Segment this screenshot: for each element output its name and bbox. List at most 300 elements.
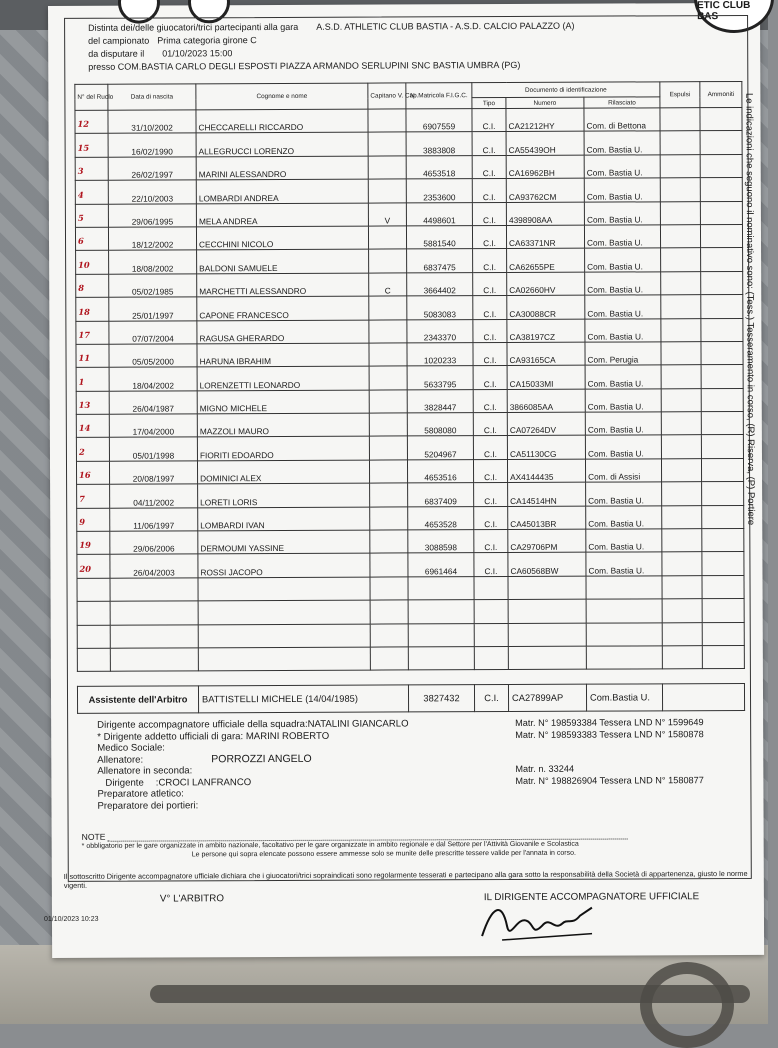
player-espulsi — [661, 435, 701, 459]
club-logo-text: ETIC CLUB BAS — [696, 0, 751, 23]
player-matricola: 2343370 — [407, 319, 473, 343]
player-ruolo: 19 — [77, 531, 110, 555]
player-ammoniti — [701, 248, 743, 272]
player-captain — [368, 109, 406, 133]
player-captain — [368, 132, 406, 156]
player-matricola: 5633795 — [407, 366, 473, 390]
player-doc-number: CA45013BR — [508, 506, 586, 530]
empty-cell — [110, 648, 198, 672]
col-documento: Documento di identificazione — [472, 82, 660, 98]
player-ruolo: 6 — [75, 227, 108, 251]
assistant-name: BATTISTELLI MICHELE (14/04/1985) — [198, 685, 408, 713]
player-row — [77, 552, 744, 578]
player-doc-number: CA55439OH — [506, 132, 584, 156]
player-doc-issuer: Com. Bastia U. — [584, 155, 660, 179]
player-espulsi — [660, 225, 700, 249]
empty-cell — [702, 622, 744, 646]
empty-cell — [586, 622, 662, 646]
player-ammoniti — [701, 458, 743, 482]
player-row — [77, 505, 744, 531]
player-dob: 04/11/2002 — [110, 484, 198, 508]
player-captain — [369, 319, 407, 343]
player-doc-number: CA16962BH — [506, 155, 584, 179]
player-doc-type: C.I. — [472, 155, 506, 179]
empty-cell — [508, 599, 586, 623]
player-dob: 29/06/1995 — [108, 203, 196, 227]
empty-cell — [702, 575, 744, 599]
player-ammoniti — [700, 201, 742, 225]
player-doc-type: C.I. — [474, 530, 508, 554]
empty-cell — [77, 601, 110, 625]
player-name: LORETI LORIS — [198, 483, 370, 507]
player-ammoniti — [700, 107, 742, 131]
player-matricola: 5881540 — [406, 226, 472, 250]
player-doc-issuer: Com. Bastia U. — [586, 505, 662, 529]
signature-dirigente-label: IL DIRIGENTE ACCOMPAGNATORE UFFICIALE — [483, 891, 700, 904]
player-matricola: 3828447 — [407, 389, 473, 413]
player-name: CECCHINI NICOLO — [196, 226, 368, 250]
player-espulsi — [660, 131, 700, 155]
empty-cell — [370, 647, 408, 671]
player-name: LOMBARDI ANDREA — [196, 179, 368, 203]
player-row — [76, 295, 743, 321]
player-doc-issuer: Com. Bastia U. — [586, 529, 662, 553]
player-ruolo: 13 — [76, 391, 109, 415]
player-doc-issuer: Com. Bastia U. — [585, 412, 661, 436]
player-dob: 17/04/2000 — [109, 414, 197, 438]
empty-cell — [198, 624, 370, 648]
player-espulsi — [661, 271, 701, 295]
players-table — [74, 81, 745, 672]
player-espulsi — [660, 108, 700, 132]
player-ammoniti — [701, 365, 743, 389]
empty-row — [77, 575, 744, 601]
player-ruolo: 3 — [75, 157, 108, 181]
player-row — [75, 201, 742, 227]
player-captain — [370, 530, 408, 554]
player-matricola: 4653516 — [407, 460, 473, 484]
player-ammoniti — [701, 295, 743, 319]
player-ammoniti — [701, 388, 743, 412]
staff-section — [97, 717, 747, 812]
player-row — [76, 458, 743, 484]
player-dob: 26/02/1997 — [108, 157, 196, 181]
player-ammoniti — [700, 154, 742, 178]
player-ammoniti — [700, 178, 742, 202]
player-dob: 18/08/2002 — [109, 250, 197, 274]
player-row — [76, 412, 743, 438]
player-matricola: 3883808 — [406, 132, 472, 156]
player-row — [77, 529, 744, 555]
team-sheet — [43, 0, 764, 958]
player-ruolo: 18 — [76, 297, 109, 321]
player-captain — [370, 507, 408, 531]
col-nascita: Data di nascita — [108, 84, 196, 110]
player-doc-type: C.I. — [473, 366, 507, 390]
assistant-label: Assistente dell'Arbitro — [77, 686, 198, 714]
label-data: da disputare il — [88, 48, 145, 59]
note-line1: * obbligatorio per le gare organizzate in ambito nazionale, facoltativo per le gare organizzate in ambito regionale e dal Settore per l'Attività Giovanile e Scolastica — [81, 840, 579, 850]
print-timestamp: 01/10/2023 10:23 — [43, 915, 99, 924]
player-captain — [369, 343, 407, 367]
empty-cell — [408, 647, 474, 671]
player-doc-number: CA93165CA — [507, 342, 585, 366]
match-title: A.S.D. ATHLETIC CLUB BASTIA - A.S.D. CALCIO PALAZZO (A) — [316, 20, 575, 32]
player-captain — [369, 390, 407, 414]
player-dob: 05/05/2000 — [109, 344, 197, 368]
player-doc-type: C.I. — [473, 296, 507, 320]
empty-cell — [77, 648, 110, 672]
empty-cell — [474, 600, 508, 624]
empty-cell — [408, 623, 474, 647]
player-name: MAZZOLI MAURO — [197, 413, 369, 437]
empty-cell — [110, 578, 198, 602]
col-ruolo: N° del Ruolo — [75, 84, 108, 110]
player-doc-type: C.I. — [474, 553, 508, 577]
player-name: ROSSI JACOPO — [198, 554, 370, 578]
empty-cell — [474, 576, 508, 600]
player-ammoniti — [701, 435, 743, 459]
player-dob: 11/06/1997 — [110, 507, 198, 531]
player-espulsi — [662, 482, 702, 506]
assistant-doc-issuer: Com.Bastia U. — [586, 684, 662, 711]
assistant-doc-number: CA27899AP — [508, 684, 586, 711]
player-row — [76, 248, 743, 274]
col-tipo: Tipo — [472, 98, 506, 109]
player-ammoniti — [702, 529, 744, 553]
player-doc-number: CA93762CM — [506, 178, 584, 202]
player-name: MARINI ALESSANDRO — [196, 156, 368, 180]
label-campionato: del campionato — [88, 35, 150, 46]
player-doc-number: CA30088CR — [507, 295, 585, 319]
preparatore-portieri: Preparatore dei portieri: — [97, 799, 199, 812]
player-matricola: 3664402 — [407, 272, 473, 296]
player-captain — [370, 483, 408, 507]
empty-row — [77, 645, 744, 671]
match-venue: presso COM.BASTIA CARLO DEGLI ESPOSTI PIAZZA ARMANDO SERLUPINI SNC BASTIA UMBRA (PG) — [88, 59, 521, 72]
player-espulsi — [662, 505, 702, 529]
empty-cell — [702, 645, 744, 669]
player-dob: 16/02/1990 — [108, 133, 196, 157]
player-doc-number: CA63371NR — [506, 225, 584, 249]
player-ruolo: 9 — [77, 508, 110, 532]
empty-cell — [662, 575, 702, 599]
player-name: DERMOUMI YASSINE — [198, 530, 370, 554]
player-matricola: 6907559 — [406, 109, 472, 133]
player-ammoniti — [701, 412, 743, 436]
player-doc-issuer: Com. Bastia U. — [585, 272, 661, 296]
empty-cell — [586, 576, 662, 600]
player-row — [77, 482, 744, 508]
player-espulsi — [662, 552, 702, 576]
empty-row — [77, 622, 744, 648]
footer-declaration: Il sottoscritto Dirigente accompagnatore ufficiale dichiara che i giuocatori/trici sopraindicati sono regolarmente tesserati e partecipano alla gara sotto la responsabilità della Società di appartenenza, giusto le norme vigenti. — [63, 868, 748, 890]
player-captain — [370, 553, 408, 577]
player-name: BALDONI SAMUELE — [197, 249, 369, 273]
empty-cell — [474, 646, 508, 670]
empty-cell — [408, 576, 474, 600]
player-captain: V — [368, 203, 406, 227]
empty-cell — [110, 624, 198, 648]
player-ruolo: 2 — [76, 438, 109, 462]
player-espulsi — [661, 459, 701, 483]
player-dob: 26/04/1987 — [109, 391, 197, 415]
col-rilasciato: Rilasciato — [584, 97, 660, 108]
player-doc-number: CA29706PM — [508, 529, 586, 553]
player-doc-type: C.I. — [474, 506, 508, 530]
empty-cell — [77, 578, 110, 602]
player-matricola: 4653528 — [408, 506, 474, 530]
player-captain — [368, 179, 406, 203]
player-captain — [369, 366, 407, 390]
player-ruolo: 4 — [75, 180, 108, 204]
player-captain — [368, 156, 406, 180]
player-captain — [369, 296, 407, 320]
empty-cell — [508, 576, 586, 600]
player-ammoniti — [700, 131, 742, 155]
empty-cell — [662, 599, 702, 623]
player-name: MARCHETTI ALESSANDRO — [197, 273, 369, 297]
player-row — [76, 341, 743, 367]
player-matricola: 1020233 — [407, 343, 473, 367]
player-dob: 05/02/1985 — [109, 274, 197, 298]
col-espulsi: Espulsi — [660, 82, 700, 108]
player-dob: 20/08/1997 — [109, 461, 197, 485]
empty-cell — [408, 600, 474, 624]
player-ammoniti — [701, 271, 743, 295]
empty-cell — [77, 625, 110, 649]
player-matricola: 4498601 — [406, 202, 472, 226]
player-doc-issuer: Com. Perugia — [585, 342, 661, 366]
player-doc-number: CA60568BW — [508, 553, 586, 577]
player-row — [75, 107, 742, 133]
player-doc-type: C.I. — [472, 202, 506, 226]
player-doc-type: C.I. — [473, 459, 507, 483]
player-row — [76, 271, 743, 297]
player-ammoniti — [701, 318, 743, 342]
dirigente-name: :CROCI LANFRANCO — [155, 776, 252, 789]
player-doc-type: C.I. — [473, 319, 507, 343]
assistant-empty — [662, 683, 744, 710]
empty-cell — [370, 600, 408, 624]
player-doc-type: C.I. — [472, 225, 506, 249]
player-ruolo: 1 — [76, 368, 109, 392]
player-doc-number: CA21212HY — [506, 108, 584, 132]
player-row — [76, 435, 743, 461]
player-captain — [368, 226, 406, 250]
player-ruolo: 20 — [77, 555, 110, 579]
player-ammoniti — [701, 341, 743, 365]
player-dob: 18/04/2002 — [109, 367, 197, 391]
player-ruolo: 11 — [76, 344, 109, 368]
empty-cell — [702, 599, 744, 623]
side-note: Le indicazioni che seguono il nominativo sono: (Tess.) Tesseramento in corso, (R) Riserva, (P) Portiere — [743, 92, 757, 526]
player-doc-issuer: Com. Bastia U. — [585, 365, 661, 389]
player-dob: 26/04/2003 — [110, 554, 198, 578]
col-capitano: Capitano V. Cap. — [368, 83, 406, 109]
player-doc-type: C.I. — [474, 483, 508, 507]
player-dob: 22/10/2003 — [108, 180, 196, 204]
player-doc-type: C.I. — [473, 342, 507, 366]
empty-cell — [198, 577, 370, 601]
player-doc-issuer: Com. Bastia U. — [585, 295, 661, 319]
player-name: ALLEGRUCCI LORENZO — [196, 132, 368, 156]
player-doc-type: C.I. — [473, 272, 507, 296]
player-espulsi — [661, 342, 701, 366]
dirigente-accompagnatore: Dirigente accompagnatore ufficiale della squadra:NATALINI GIANCARLO — [97, 718, 409, 731]
allenatore-matr: Matr. n. 33244 — [515, 763, 575, 774]
player-name: MIGNO MICHELE — [197, 390, 369, 414]
note-line2: Le persone qui sopra elencate possono essere ammesse solo se munite delle prescritte tessere valide per l'annata in corso. — [191, 849, 576, 859]
player-name: FIORITI EDOARDO — [197, 437, 369, 461]
player-ruolo: 8 — [76, 274, 109, 298]
player-matricola: 2353600 — [406, 179, 472, 203]
player-name: LORENZETTI LEONARDO — [197, 366, 369, 390]
assistant-doc-type: C.I. — [474, 684, 508, 711]
player-name: RAGUSA GHERARDO — [197, 320, 369, 344]
player-doc-number: CA51130CG — [507, 436, 585, 460]
empty-cell — [508, 646, 586, 670]
player-dob: 07/07/2004 — [109, 320, 197, 344]
player-doc-number: CA38197CZ — [507, 319, 585, 343]
players-body — [75, 107, 744, 671]
player-ruolo: 7 — [77, 484, 110, 508]
player-doc-issuer: Com. Bastia U. — [585, 248, 661, 272]
empty-cell — [662, 646, 702, 670]
col-matricola: N. Matricola F.I.G.C. — [406, 83, 472, 109]
player-doc-number: CA02660HV — [507, 272, 585, 296]
player-ruolo: 17 — [76, 321, 109, 345]
player-ruolo: 5 — [75, 204, 108, 228]
empty-cell — [586, 646, 662, 670]
empty-cell — [198, 600, 370, 624]
empty-cell — [198, 647, 370, 671]
player-captain — [369, 436, 407, 460]
label-distinta: Distinta dei/delle giuocatori/trici partecipanti alla gara — [88, 21, 299, 33]
player-captain: C — [369, 273, 407, 297]
allenatore-seconda: Allenatore in seconda: — [97, 765, 193, 777]
player-ruolo: 14 — [76, 414, 109, 438]
allenatore-name: PORROZZI ANGELO — [211, 752, 312, 765]
player-doc-type: C.I. — [473, 413, 507, 437]
player-matricola: 5204967 — [407, 436, 473, 460]
player-matricola: 3088598 — [408, 530, 474, 554]
player-dob: 18/12/2002 — [108, 227, 196, 251]
note-label: NOTE — [81, 831, 106, 842]
empty-cell — [110, 601, 198, 625]
assistant-matricola: 3827432 — [408, 685, 474, 712]
player-matricola: 6837409 — [408, 483, 474, 507]
player-espulsi — [661, 248, 701, 272]
player-doc-issuer: Com. Bastia U. — [584, 178, 660, 202]
player-doc-type: C.I. — [473, 436, 507, 460]
key-ring — [640, 962, 734, 1048]
player-dob: 29/06/2006 — [110, 531, 198, 555]
player-ammoniti — [702, 505, 744, 529]
player-doc-number: AX4144435 — [507, 459, 585, 483]
preparatore-atletico: Preparatore atletico: — [97, 788, 184, 800]
player-espulsi — [661, 318, 701, 342]
empty-row — [77, 599, 744, 625]
player-ammoniti — [702, 552, 744, 576]
signature-arbitro-label: V° L'ARBITRO — [159, 893, 224, 905]
player-ruolo: 16 — [76, 461, 109, 485]
handwritten-signature — [472, 896, 602, 947]
player-doc-number: CA15033MI — [507, 365, 585, 389]
allenatore-label: Allenatore: — [97, 754, 144, 766]
col-ammoniti: Ammoniti — [700, 81, 742, 107]
player-row — [75, 154, 742, 180]
player-row — [76, 318, 743, 344]
assistant-referee-row — [77, 683, 745, 714]
player-doc-number: CA14514HN — [508, 482, 586, 506]
player-matricola: 5808080 — [407, 413, 473, 437]
player-doc-issuer: Com. Bastia U. — [585, 435, 661, 459]
empty-cell — [474, 623, 508, 647]
player-matricola: 6837475 — [407, 249, 473, 273]
player-row — [75, 224, 742, 250]
player-doc-type: C.I. — [472, 179, 506, 203]
player-dob: 31/10/2002 — [108, 110, 196, 134]
empty-cell — [508, 623, 586, 647]
player-ammoniti — [702, 482, 744, 506]
player-row — [75, 131, 742, 157]
player-doc-issuer: Com. Bastia U. — [584, 201, 660, 225]
player-doc-issuer: Com. Bastia U. — [585, 318, 661, 342]
player-doc-number: CA62655PE — [507, 249, 585, 273]
player-matricola: 4653518 — [406, 155, 472, 179]
player-ruolo: 12 — [75, 110, 108, 134]
empty-cell — [370, 624, 408, 648]
player-doc-issuer: Com. Bastia U. — [584, 225, 660, 249]
player-ruolo: 10 — [76, 251, 109, 275]
empty-cell — [586, 599, 662, 623]
player-name: CAPONE FRANCESCO — [197, 296, 369, 320]
player-doc-issuer: Com. Bastia U. — [586, 482, 662, 506]
player-doc-issuer: Com. di Bettona — [584, 108, 660, 132]
player-doc-number: CA07264DV — [507, 412, 585, 436]
player-name: CHECCARELLI RICCARDO — [196, 109, 368, 133]
campionato: Prima categoria girone C — [157, 35, 257, 46]
notes-section — [82, 829, 742, 860]
dirigente-matr: Matr. N° 198826904 Tessera LND N° 1580877 — [515, 774, 704, 786]
player-doc-issuer: Com. Bastia U. — [586, 552, 662, 576]
player-espulsi — [660, 154, 700, 178]
match-date: 01/10/2023 15:00 — [162, 48, 233, 59]
player-dob: 25/01/1997 — [109, 297, 197, 321]
dirigente-label: Dirigente — [105, 777, 144, 789]
player-doc-type: C.I. — [472, 132, 506, 156]
player-doc-number: 3866085AA — [507, 389, 585, 413]
player-doc-issuer: Com. Bastia U. — [585, 389, 661, 413]
player-espulsi — [661, 412, 701, 436]
empty-cell — [662, 622, 702, 646]
player-name: DOMINICI ALEX — [197, 460, 369, 484]
col-numero: Numero — [506, 97, 584, 108]
player-espulsi — [661, 365, 701, 389]
dirigente-ufficiali-matr: Matr. N° 198593383 Tessera LND N° 1580878 — [515, 728, 704, 740]
player-dob: 05/01/1998 — [109, 437, 197, 461]
player-matricola: 5083083 — [407, 296, 473, 320]
player-captain — [369, 460, 407, 484]
player-espulsi — [661, 295, 701, 319]
col-nome: Cognome e nome — [196, 83, 368, 110]
sheet-header — [88, 20, 575, 74]
player-doc-type: C.I. — [472, 109, 506, 133]
player-espulsi — [660, 178, 700, 202]
player-row — [76, 365, 743, 391]
player-doc-issuer: Com. Bastia U. — [584, 131, 660, 155]
